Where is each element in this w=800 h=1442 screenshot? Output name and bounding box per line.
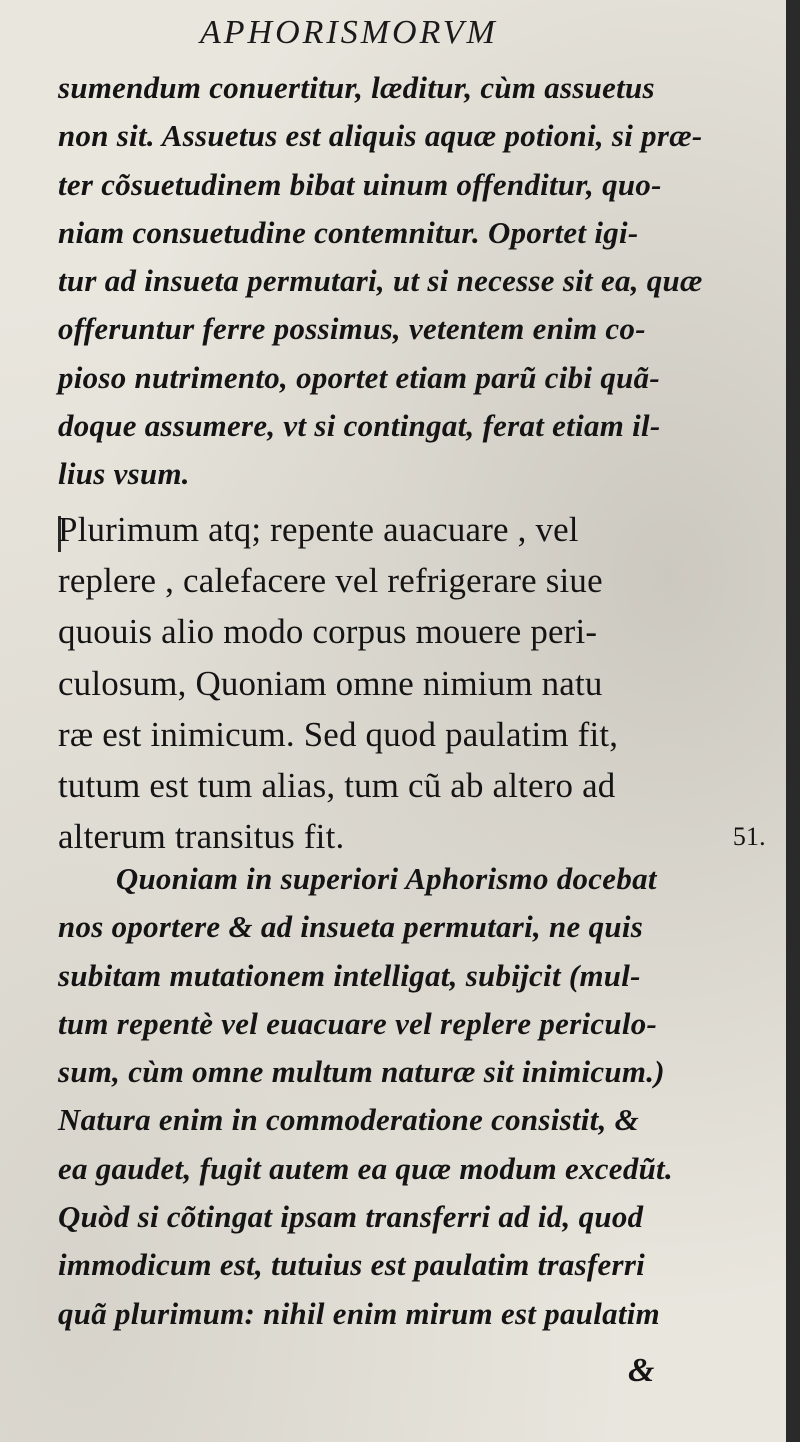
text-line: pioso nutrimento, oportet etiam parũ cibi quã- (58, 359, 660, 395)
text-line: subitam mutationem intelligat, subijcit (mul- (58, 957, 641, 993)
text-line: tur ad insueta permutari, ut si necesse sit ea, quæ (58, 263, 703, 299)
aphorism-block (58, 504, 768, 862)
text-line: non sit. Assuetus est aliquis aquæ potioni, si præ- (58, 118, 703, 154)
aphorism-number: 51. (732, 822, 766, 852)
text-line: niam consuetudine contemnitur. Oportet igi- (58, 214, 639, 250)
commentary-block-1 (58, 64, 768, 499)
text-line: Quòd si cõtingat ipsam transferri ad id, quod (58, 1199, 644, 1235)
text-line: tum repentè vel euacuare vel replere periculo- (58, 1005, 658, 1041)
commentary-block-2 (58, 855, 768, 1338)
catchword: & (628, 1352, 655, 1389)
text-line: ræ est inimicum. Sed quod paulatim fit, (58, 714, 619, 754)
text-line: immodicum est, tutuius est paulatim trasferri (58, 1247, 646, 1283)
text-line: nos oportere & ad insueta permutari, ne quis (58, 909, 644, 945)
text-line: replere , calefacere vel refrigerare siue (58, 561, 603, 601)
text-line: quã plurimum: nihil enim mirum est paulatim (58, 1295, 660, 1331)
text-line: sum, cùm omne multum naturæ sit inimicum.) (58, 1054, 665, 1090)
text-line: Plurimum atq; repente auacuare , vel (58, 510, 579, 549)
text-line: doque assumere, vt si contingat, ferat etiam il- (58, 408, 661, 444)
text-line: lius vsum. (58, 456, 190, 492)
text-line: tutum est tum alias, tum cũ ab altero ad (58, 766, 616, 806)
text-line: Natura enim in commoderatione consistit, & (58, 1102, 639, 1138)
text-line: ea gaudet, fugit autem ea quæ modum excedũt. (58, 1150, 673, 1186)
text-line: sumendum conuertitur, læditur, cùm assuetus (58, 70, 655, 105)
running-head: APHORISMORVM (200, 14, 498, 51)
text-line: ter cõsuetudinem bibat uinum offenditur, quo- (58, 166, 662, 202)
text-line: Quoniam in superiori Aphorismo docebat (115, 861, 657, 896)
text-line: alterum transitus fit. (58, 817, 345, 857)
text-line: offeruntur ferre possimus, vetentem enim co- (58, 311, 646, 347)
text-line: quouis alio modo corpus mouere peri- (58, 612, 598, 652)
text-line: culosum, Quoniam omne nimium natu (58, 663, 603, 703)
